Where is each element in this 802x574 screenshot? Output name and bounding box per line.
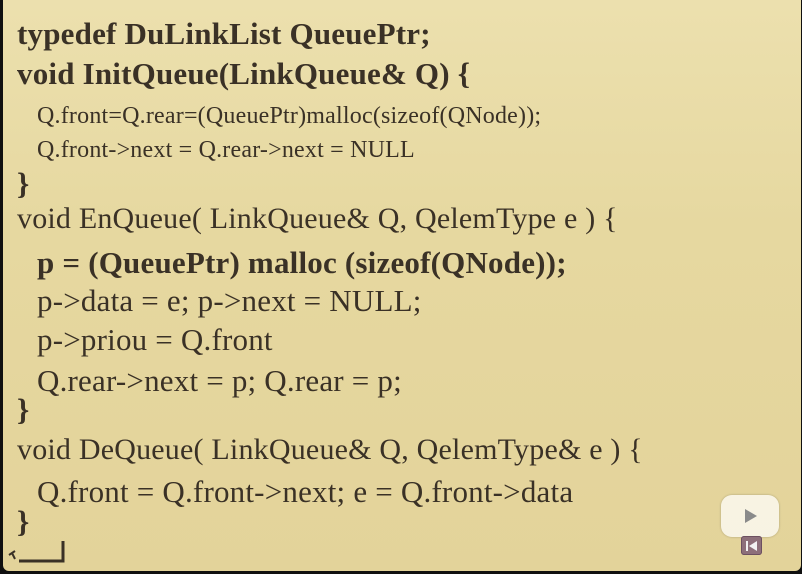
- play-button[interactable]: [721, 495, 779, 537]
- code-line-dequeue-signature: void DeQueue( LinkQueue& Q, QelemType& e ) {: [17, 433, 643, 466]
- code-line-enqueue-rear: Q.rear->next = p; Q.rear = p;: [37, 363, 402, 398]
- code-line-dequeue-front: Q.front = Q.front->next; e = Q.front->data: [37, 474, 574, 509]
- slide: [3, 0, 801, 571]
- code-line-enqueue-priou: p->priou = Q.front: [37, 322, 273, 357]
- code-line-dequeue-close: }: [17, 504, 30, 539]
- code-line-initqueue-close: }: [17, 166, 30, 201]
- code-line-enqueue-signature: void EnQueue( LinkQueue& Q, QelemType e ) {: [17, 202, 618, 235]
- corner-marker-svg: [5, 537, 69, 563]
- code-line-initqueue-null: Q.front->next = Q.rear->next = NULL: [37, 137, 415, 163]
- code-line-enqueue-malloc: p = (QueuePtr) malloc (sizeof(QNode));: [37, 245, 567, 280]
- code-line-initqueue-signature: void InitQueue(LinkQueue& Q) {: [17, 56, 471, 91]
- code-line-enqueue-close: }: [17, 392, 30, 427]
- corner-marker-icon: [5, 537, 69, 563]
- code-line-enqueue-data-next: p->data = e; p->next = NULL;: [37, 283, 422, 318]
- play-icon: [739, 505, 761, 527]
- code-line-initqueue-malloc: Q.front=Q.rear=(QueuePtr)malloc(sizeof(QNode));: [37, 103, 542, 129]
- back-to-start-icon: [745, 540, 759, 552]
- code-line-typedef: typedef DuLinkList QueuePtr;: [17, 16, 431, 51]
- back-to-start-button[interactable]: [741, 536, 762, 555]
